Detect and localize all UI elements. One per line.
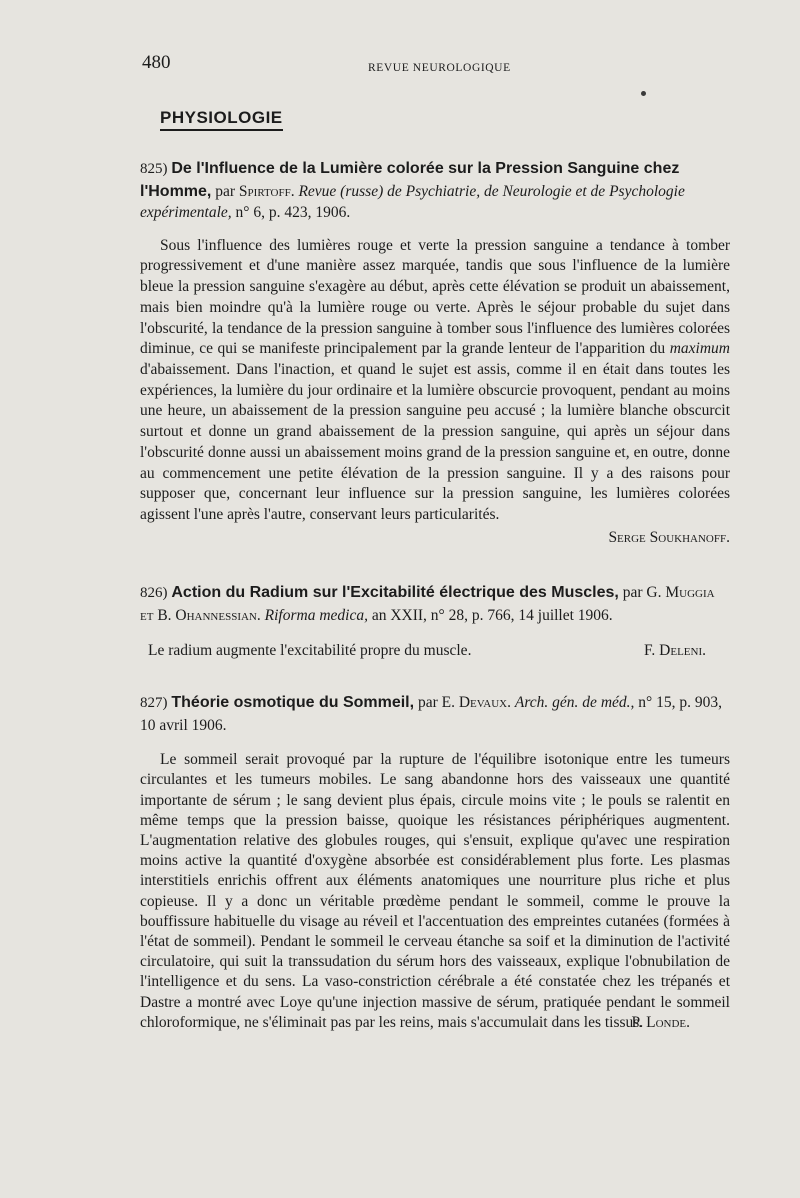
article-source: Arch. gén. de méd., — [514, 694, 635, 711]
article-title: Théorie osmotique du Sommeil, — [171, 694, 415, 711]
article-number: 826) — [140, 585, 168, 601]
article-abstract: Le sommeil serait provoqué par la rupture de l'équilibre isotonique entre les tumeurs circulantes et les tumeurs mobiles. Le sang abandonne hors des vaisseaux une quantité importante de sérum ; le sang devient plus épais, circule moins vite ; le pouls se ralentit en même temps que la pression baisse, quoique les résistances périphériques augmentent. L'augmentation relative des globules rouges, qui s'ensuit, explique qu'avec une respiration moins active la quantité d'oxygène absorbée est considérablement plus forte. Les plasmas interstitiels enrichis offrent aux éléments anatomiques une nourriture plus riche et plus copieuse. Il y a donc un véritable prœdème pendant le sommeil, comme le prouve la bouffissure habituelle du visage au réveil et l'accentuation des empreintes cutanées (formées à l'état de sommeil). Pendant le sommeil le cerveau étanche sa soif et la diminution de l'activité circulatoire, qui suit la transsudation du sérum hors des vaisseaux, explique l'obnubilation de l'intelligence et du sens. La vaso-constriction cérébrale a été constatée chez les trépanés et Dastre a montré avec Loye qu'une injection massive de sérum, pratiquée pendant le sommeil chloroformique, ne s'éliminait pas par les reins, mais s'accumulait dans les tissus. — [140, 751, 730, 1031]
article-citation: n° 15, p. 903, 10 avril 1906. — [140, 694, 722, 734]
ink-spot — [641, 91, 646, 96]
article-title: Action du Radium sur l'Excitabilité électrique des Muscles, — [171, 584, 619, 601]
article-author: Spirtoff. — [238, 182, 295, 200]
article-signature: F. Deleni. — [644, 642, 706, 660]
running-header — [0, 52, 800, 80]
article-source: Revue (russe) de Psychiatrie, de Neurologie et de Psychologie expérimentale, — [140, 182, 685, 222]
article-source: Riforma medica, — [264, 606, 368, 624]
article-heading — [140, 692, 730, 736]
article-827 — [140, 692, 730, 1034]
article-abstract — [140, 236, 730, 526]
article-826 — [140, 582, 730, 662]
article-heading — [140, 158, 730, 224]
article-825 — [140, 158, 730, 548]
article-author: E. Devaux. — [441, 694, 511, 711]
abstract-text-continued: d'abaissement. Dans l'inaction, et quand le sujet est assis, comme il en était dans toutes les expériences, la lumière du jour ordinaire et la lumière obscurcie provoquent, pendant au moins une heure, un abaissement de la pression sanguine peu accusé ; la lumière blanche obscurcit surtout et donne un grand abaissement de la pression sanguine, qui après un séjour dans l'obscurité donne aussi un abaissement moins grand de la pression sanguine et, en outre, donne au commencement une petite élévation de la pression sanguine. Il y a des raisons pour supposer que, concernant leur influence sur la pression sanguine, les lumières colorées agissent l'une après l'autre, conservant leurs particularités. — [140, 361, 730, 523]
article-title: De l'Influence de la Lumière colorée sur la Pression Sanguine chez l'Homme, — [140, 160, 680, 200]
article-abstract: Le radium augmente l'excitabilité propre du muscle. — [148, 642, 472, 660]
by-word: par — [215, 182, 236, 200]
by-word: par — [417, 694, 438, 711]
abstract-text: Sous l'influence des lumières rouge et verte la pression sanguine a tendance à tomber progressivement et d'une manière assez marquée, tandis que sous l'influence de la lumière bleue la pression sanguine s'exagère au début, après cette élévation se produit un abaissement, mais bien moindre qu'à la lumière rouge ou verte. Après le séjour probable du sujet dans l'obscurité, la tendance de la pression sanguine à tomber sous l'influence des lumières colorées diminue, ce qui se manifeste principalement par la grande lenteur de l'apparition du — [140, 236, 730, 358]
abstract-emphasis: maximum — [669, 340, 730, 358]
article-signature: Serge Soukhanoff. — [608, 528, 730, 546]
page-number: 480 — [142, 52, 171, 73]
section-heading: PHYSIOLOGIE — [160, 108, 283, 131]
article-heading — [140, 582, 730, 626]
article-signature: P. Londe. — [631, 1014, 690, 1032]
article-number: 827) — [140, 695, 168, 711]
journal-title: REVUE NEUROLOGIQUE — [368, 62, 511, 74]
article-citation: an XXII, n° 28, p. 766, 14 juillet 1906. — [371, 606, 613, 624]
article-abstract-row — [140, 640, 730, 662]
article-citation: n° 6, p. 423, 1906. — [235, 204, 351, 222]
by-word: par — [622, 584, 643, 601]
article-author: G. Muggia et B. Ohannessian. — [140, 584, 715, 624]
article-number: 825) — [140, 161, 168, 177]
